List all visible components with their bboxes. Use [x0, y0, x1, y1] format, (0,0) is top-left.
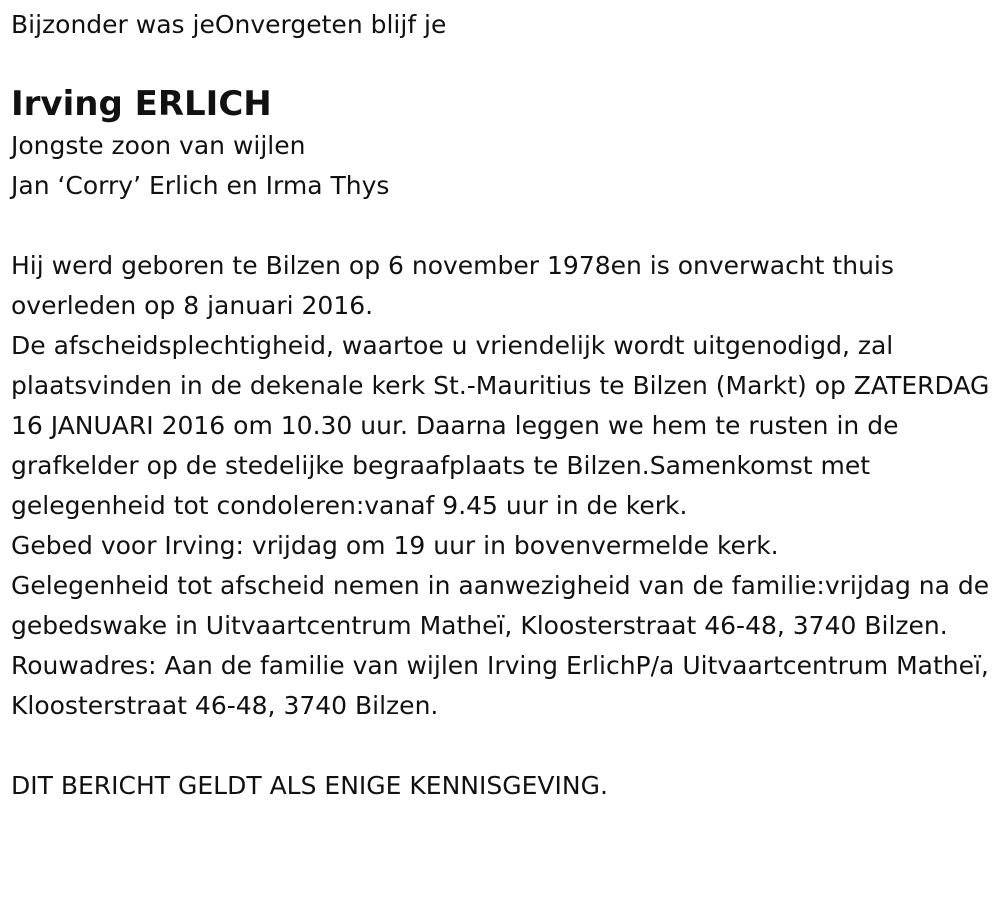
- birth-death-paragraph: Hij werd geboren te Bilzen op 6 november 1978en is onverwacht thuis overleden op 8 januari 2016.: [11, 251, 894, 320]
- parents-line-1: Jongste zoon van wijlen: [11, 131, 306, 160]
- deceased-name: Irving ERLICH: [11, 84, 272, 124]
- spacer: [11, 726, 996, 766]
- official-notice-text: DIT BERICHT GELDT ALS ENIGE KENNISGEVING.: [11, 771, 608, 800]
- mourning-address-paragraph: Rouwadres: Aan de familie van wijlen Irving ErlichP/a Uitvaartcentrum Matheï, Kloosterstraat 46-48, 3740 Bilzen.: [11, 651, 989, 720]
- obituary-notice: [11, 0, 996, 806]
- spacer: [11, 206, 996, 246]
- farewell-paragraph: Gelegenheid tot afscheid nemen in aanwezigheid van de familie:vrijdag na de gebedswake in Uitvaartcentrum Matheï, Kloosterstraat 46-48, 3740 Bilzen.: [11, 571, 990, 640]
- parents-line-2: Jan ‘Corry’ Erlich en Irma Thys: [11, 171, 390, 200]
- prayer-paragraph: Gebed voor Irving: vrijdag om 19 uur in bovenvermelde kerk.: [11, 531, 779, 560]
- motto-text: Bijzonder was jeOnvergeten blijf je: [11, 10, 447, 39]
- funeral-service-paragraph: De afscheidsplechtigheid, waartoe u vriendelijk wordt uitgenodigd, zal plaatsvinden in de dekenale kerk St.-Mauritius te Bilzen (Markt) op ZATERDAG 16 JANUARI 2016 om 10.30 uur. Daarna leggen we hem te rusten in de grafkelder op de stedelijke begraafplaats te Bilzen.Samenkomst met gelegenheid tot condoleren:vanaf 9.45 uur in de kerk.: [11, 331, 990, 520]
